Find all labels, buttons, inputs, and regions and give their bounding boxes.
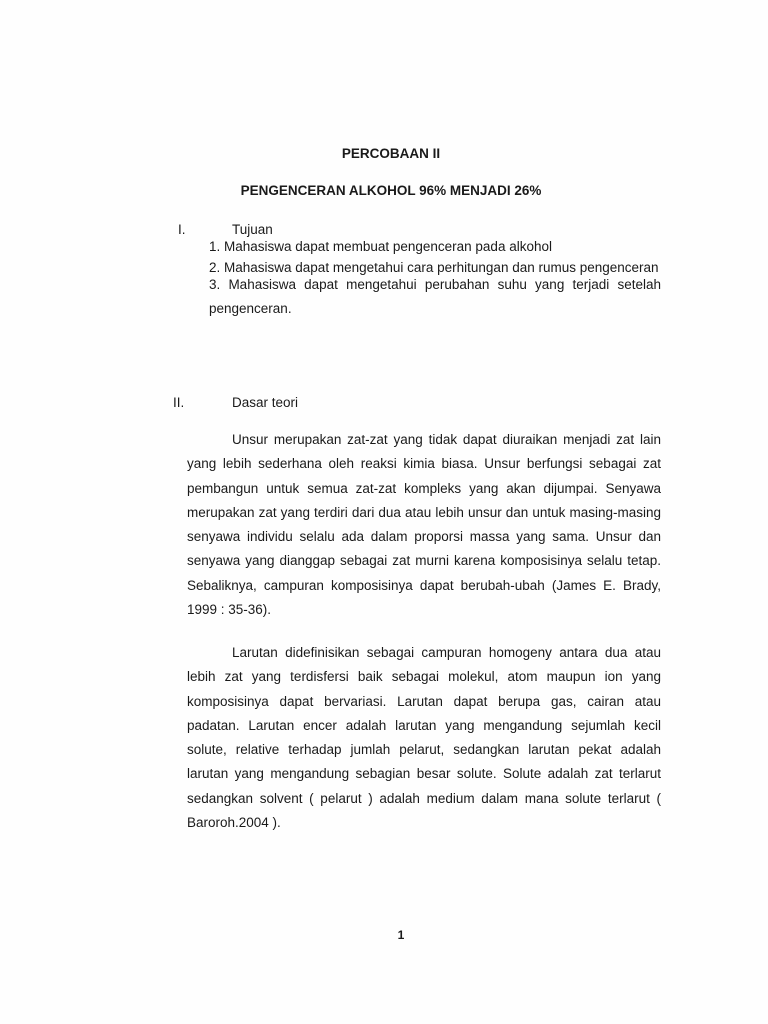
- body-paragraph: Unsur merupakan zat-zat yang tidak dapat diuraikan menjadi zat lain yang lebih sederhana oleh reaksi kimia biasa. Unsur berfungsi sebagai zat pembangun untuk semua zat-zat kompleks yang akan dijumpai. Senyawa merupakan zat yang terdiri dari dua atau lebih unsur dan untuk masing-masing senyawa individu selalu ada dalam proporsi massa yang sama. Unsur dan senyawa yang dianggap sebagai zat murni karena komposisinya selalu tetap. Sebaliknya, campuran komposisinya dapat berubah-ubah (James E. Brady, 1999 : 35-36).: [187, 432, 661, 618]
- document-title: PERCOBAAN II: [341, 146, 441, 161]
- section-2-heading: Dasar teori: [232, 395, 299, 410]
- section-1-heading: Tujuan: [232, 222, 273, 237]
- list-item: 2. Mahasiswa dapat mengetahui cara perhitungan dan rumus pengenceran: [209, 260, 659, 275]
- objectives-list: [209, 235, 661, 321]
- list-item: 1. Mahasiswa dapat membuat pengenceran pada alkohol: [209, 239, 552, 254]
- section-1-numeral: I.: [178, 222, 186, 237]
- body-paragraph: Larutan didefinisikan sebagai campuran homogeny antara dua atau lebih zat yang terdisfersi baik sebagai molekul, atom maupun ion yang komposisinya dapat bervariasi. Larutan dapat berupa gas, cairan atau padatan. Larutan encer adalah larutan yang mengandung sejumlah kecil solute, relative terhadap jumlah pelarut, sedangkan larutan pekat adalah larutan yang mengandung sebagian besar solute. Solute adalah zat terlarut sedangkan solvent ( pelarut ) adalah medium dalam mana solute terlarut ( Baroroh.2004 ).: [187, 645, 661, 831]
- page-number: 1: [397, 928, 405, 942]
- document-subtitle: PENGENCERAN ALKOHOL 96% MENJADI 26%: [240, 183, 542, 198]
- list-item: 3. Mahasiswa dapat mengetahui perubahan suhu yang terjadi setelah pengenceran.: [209, 277, 661, 316]
- section-2-numeral: II.: [173, 395, 185, 410]
